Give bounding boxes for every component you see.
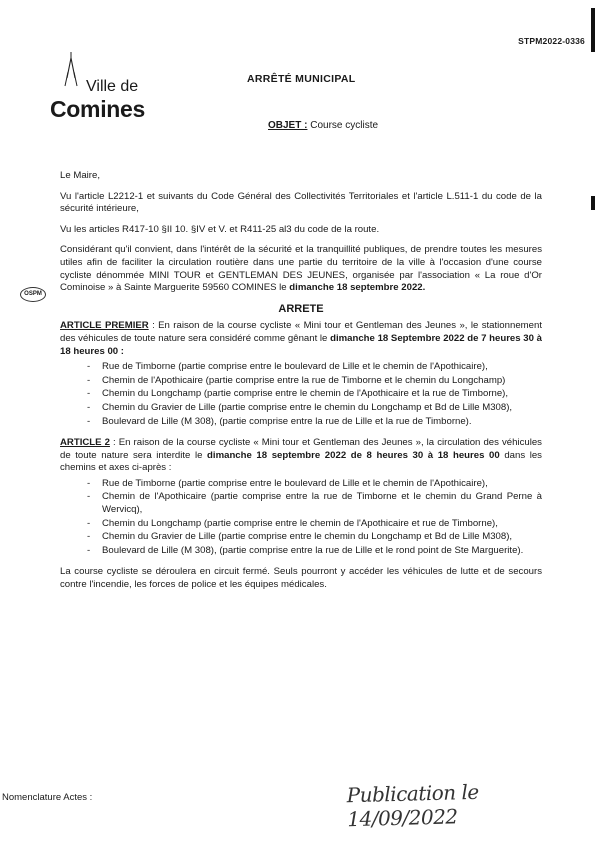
objet-label: OBJET : (268, 120, 308, 131)
list-item: - Boulevard de Lille (M 308), (partie comprise entre la rue de Lille et le rond point de Ste Marguerite). (102, 545, 542, 558)
ospm-stamp: OSPM (20, 287, 46, 302)
objet-text: Course cycliste (310, 120, 379, 131)
list-item: - Chemin du Gravier de Lille (partie comprise entre le chemin du Longchamp et Bd de Lille M308), (102, 402, 542, 415)
list-item: - Chemin du Gravier de Lille (partie comprise entre le chemin du Longchamp et Bd de Lille M308), (102, 531, 542, 544)
document-objet (268, 120, 378, 131)
list-item: - Chemin du Longchamp (partie comprise entre le chemin de l'Apothicaire et la rue de Timborne), (102, 388, 542, 401)
article-2-label: ARTICLE 2 (60, 437, 110, 449)
article-1-date: dimanche 18 Septembre 2022 de 7 heures 30 à 18 heures 00 : (60, 332, 542, 357)
list-item: - Chemin du Longchamp (partie comprise entre le chemin de l'Apothicaire et rue de Timborne), (102, 518, 542, 531)
scan-edge-mark (591, 196, 595, 210)
logo-ville-text: Ville de (86, 78, 139, 95)
article-2-text: : En raison de la course cycliste « Mini tour et Gentleman des Jeunes », la circulation des véhicules de toute nature sera interdite le (60, 437, 542, 461)
publication-handwritten-note: Publication le 14/09/2022 (346, 779, 480, 832)
considerant-date: dimanche 18 septembre 2022. (289, 282, 426, 294)
scan-edge-mark (591, 8, 595, 52)
list-item: - Chemin de l'Apothicaire (partie comprise entre la rue de Timborne et le chemin du Longchamp) (102, 375, 542, 388)
list-item: - Boulevard de Lille (M 308), (partie comprise entre la rue de Lille et la rue de Timborne). (102, 416, 542, 429)
article-2-list (60, 478, 542, 558)
vu-paragraph-2: Vu les articles R417-10 §II 10. §IV et V. et R411-25 al3 du code de la route. (60, 223, 380, 235)
document-reference: STPM2022-0336 (518, 36, 585, 46)
nomenclature-label: Nomenclature Actes : (2, 792, 93, 803)
article-1-list (60, 361, 542, 428)
considerant-paragraph (60, 244, 542, 294)
document-body (60, 170, 542, 600)
list-item: - Rue de Timborne (partie comprise entre le boulevard de Lille et le chemin de l'Apothicaire), (102, 478, 542, 491)
article-1-paragraph (60, 320, 542, 358)
document-title: ARRÊTÉ MUNICIPAL (247, 73, 356, 85)
salutation: Le Maire, (60, 170, 100, 181)
article-2-date: dimanche 18 septembre 2022 de 8 heures 30 à 18 heures 00 (207, 449, 500, 461)
article-1-label: ARTICLE PREMIER (60, 320, 149, 332)
vu-paragraph-1: Vu l'article L2212-1 et suivants du Code Général des Collectivités Territoriales et l'article L.511-1 du code de la sécurité intérieure, (60, 190, 542, 215)
closing-paragraph: La course cycliste se déroulera en circuit fermé. Seuls pourront y accéder les véhicules de lutte et de secours contre l'incendie, les forces de police et les équipes médicales. (60, 566, 542, 591)
list-item: - Rue de Timborne (partie comprise entre le boulevard de Lille et le chemin de l'Apothicaire), (102, 361, 542, 374)
considerant-text: Considérant qu'il convient, dans l'intérêt de la sécurité et la tranquillité publiques, de prendre toutes les mesures utiles afin de faciliter la circulation routière dans une partie du territoire de la ville à l'occasion d'une course cycliste dénommée MINI TOUR et GENTLEMAN DES JEUNES, organisée par l'association « La roue d'Or Cominoise » à Sainte Marguerite 59560 COMINES le (60, 244, 542, 294)
list-item: - Chemin de l'Apothicaire (partie comprise entre la rue de Timborne et le chemin du Grand Perne à Wervicq), (102, 491, 542, 516)
article-2-text-after: dans les chemins et axes ci-après : (60, 449, 542, 474)
article-1-text: : En raison de la course cycliste « Mini tour et Gentleman des Jeunes », le stationnement des véhicules de toute nature sera considéré comme gênant le (60, 320, 542, 344)
article-2-paragraph (60, 437, 542, 475)
logo-comines-text: Comines (50, 96, 146, 122)
arrete-heading: ARRETE (278, 302, 324, 315)
